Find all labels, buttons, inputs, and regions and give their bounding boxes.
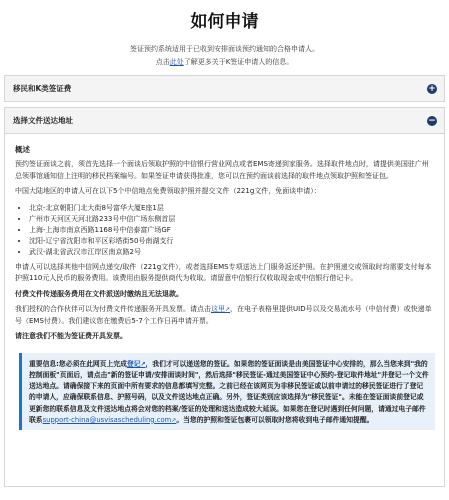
external-link-icon: ↗ — [140, 360, 146, 368]
invoice-paragraph: 我们授权的合作伙伴可以为付费文件传递服务开具发票。请点击这里↗，在电子表格里提供UID号以及交易流水号（中信付费）或快递单号（EMS付费）。我们建议您在缴费后5-7个工作日再申请开票。 — [15, 305, 432, 325]
support-email-link[interactable]: support-china@usvisascheduling.com↗ — [42, 415, 177, 424]
external-link-icon: ↗ — [225, 306, 231, 314]
fee-notice: 付费文件传递服务费用在文件派送时缴纳且无法退款。 — [15, 289, 183, 298]
invoice-link[interactable]: 这里↗ — [211, 305, 231, 314]
overview-paragraph-1: 预约签证面谈之前，须首先选择一个面谈后领取护照的中信银行营业网点或者EMS寄递到家服务。选择取件地点时，请提供美国驻广州总领事馆通知信上注明的移民档案编号。如果签证申请获得批准，您可以在预约面谈前选择的取件地点领取护照和签证包。 — [15, 160, 429, 180]
citic-location-list — [29, 203, 435, 258]
page — [0, 10, 449, 500]
list-item: • 广州市天河区天河北路233号中信广场东侧首层 — [29, 214, 435, 225]
intro-line-1: 签证预约系统适用于已收到安排面谈预约通知的合格申请人。 — [130, 45, 319, 53]
collapse-minus-icon[interactable]: − — [428, 115, 436, 126]
k-visa-info-link[interactable]: 此处 — [169, 58, 184, 66]
accordion-title: 选择文件送达地址 — [13, 115, 73, 125]
overview-paragraph-2: 中国大陆地区的申请人可在以下5个中信地点免费领取护照并提交文件（221g文件，免面谈申请）： — [15, 187, 321, 196]
accordion-header-visa-fees[interactable] — [5, 76, 444, 101]
no-invoice-notice: 请注意我们不能为签证费开具发票。 — [15, 332, 127, 341]
page-title: 如何申请 — [190, 12, 259, 32]
external-link-icon: ↗ — [171, 416, 177, 424]
important-notice — [19, 353, 435, 430]
overview-title: 概述 — [15, 145, 30, 154]
accordion-title: 移民和K类签证费 — [13, 83, 72, 93]
accordion-header-delivery-address[interactable] — [5, 108, 444, 133]
accordion-body-delivery-address — [4, 133, 445, 487]
list-item: • 沈阳-辽宁省沈阳市和平区彩塔街50号南湖支行 — [29, 236, 435, 247]
important-notice-text: 重要信息:您必须在此网页上完成登记↗，我们才可以递送您的签证。如果您的签证面谈是由美国签证中心安排的，那么当您来到"我的控制面板"页面后，请点击"新的签证申请/安排面谈时间"，然后选择"移民签证-通过美国签证中心预约-登记取件地址"并登记一个文件送达地点。请确保接下来的页面中所有要求的信息都填写完整。之前已经在该网页为非移民签证或以前申请过的移民签证进行了登记的申请人，应确保联系信息、护照号码，以及文件送达地点正确。另外，签证类别应该选择为"移民签证"。未能在签证面谈前登记或更新您的联系信息及文件送达地点将会对您的档案/签证的处理和送达造成较大延误。如果您在登记时遇到任何问题，请通过电子邮件联系support-china@usvisascheduling.com↗。当您的护照和签证包裹可以领取时您将收到电子邮件通知提醒。 — [29, 359, 429, 424]
accordion-visa-fees[interactable] — [4, 75, 445, 102]
overview-paragraph-3: 申请人可以选择其他中信网点递交/取件（221g文件），或者选择EMS专项送达上门服务返还护照。在护照递交或领取时均需要支付每本护照110元人民币的服务费用。该费用由服务提供商代为收取。请留意中信银行仅收取现金或中信银行借记卡。 — [15, 262, 432, 283]
accordion-delivery-address[interactable] — [4, 107, 445, 133]
intro-line-2: 点击此处了解更多关于K签证申请人的信息。 — [155, 58, 294, 66]
list-item: • 北京-北京朝阳门北大街8号富华大厦E座1层 — [29, 203, 435, 214]
intro — [0, 43, 449, 69]
list-item: • 武汉-湖北省武汉市江岸区南京路2号 — [29, 247, 435, 258]
expand-plus-icon[interactable]: + — [428, 83, 436, 94]
register-link[interactable]: 登记↗ — [126, 359, 146, 368]
list-item: • 上海-上海市南京西路1168号中信泰富广场GF — [29, 225, 435, 236]
